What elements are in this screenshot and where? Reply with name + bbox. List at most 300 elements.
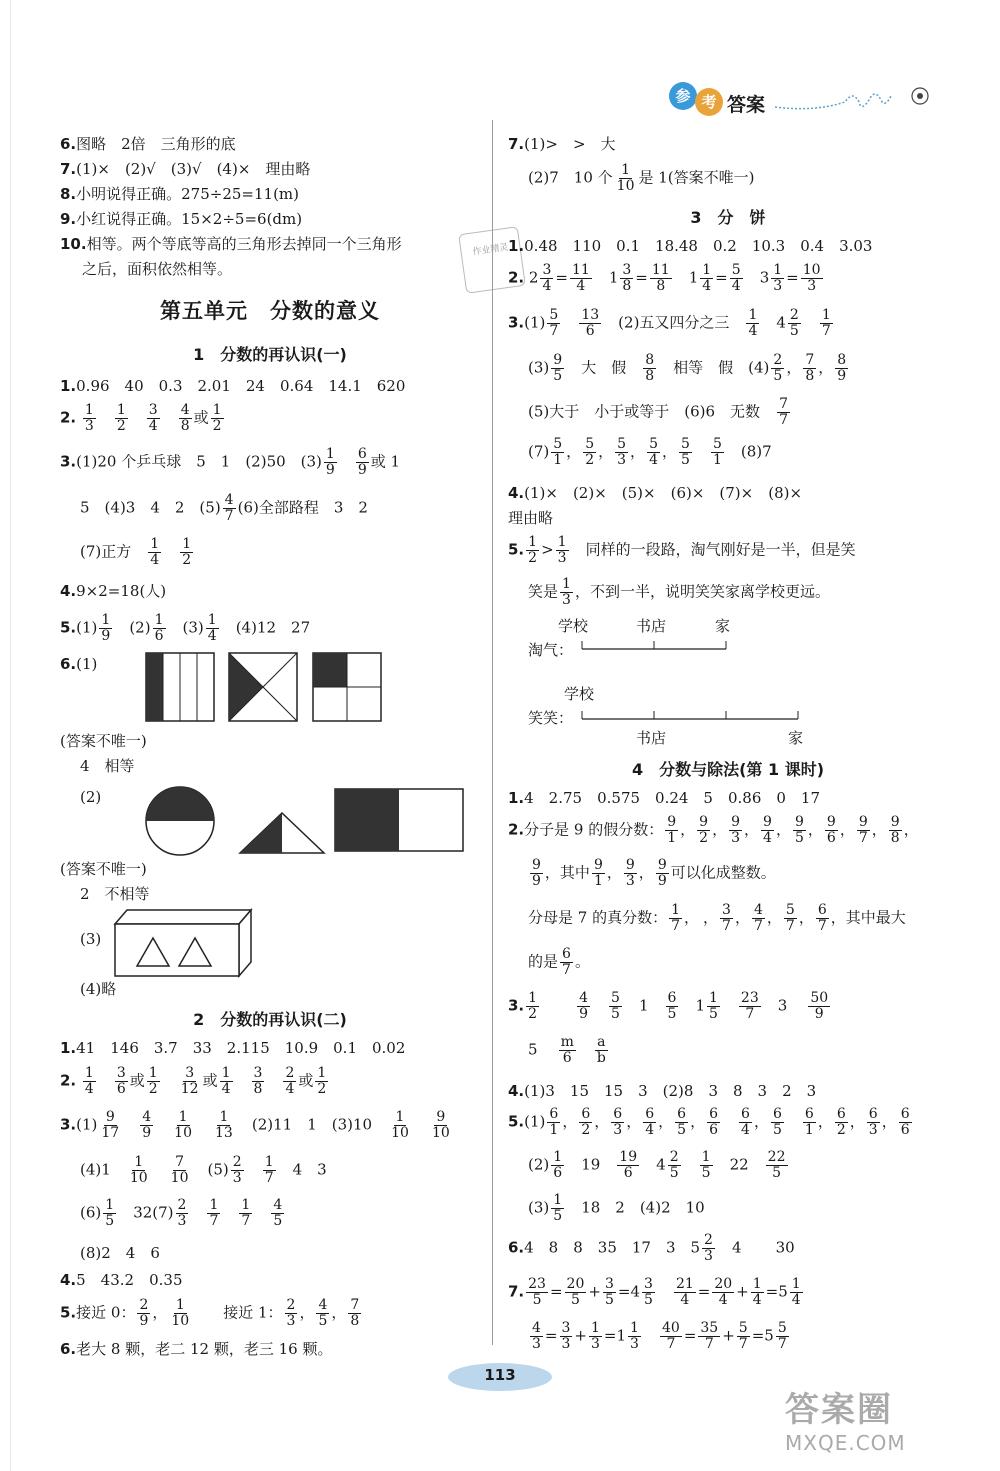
s3-q3-c: [528, 397, 792, 428]
denominator: 8: [890, 830, 900, 846]
numerator: 22: [767, 1149, 786, 1165]
denominator: 7: [777, 1336, 787, 1352]
answer-text: (5): [207, 1160, 229, 1179]
answer-text: 老大 8 颗，老二 12 颗，老三 16 颗。: [76, 1340, 333, 1358]
fraction: [790, 1277, 803, 1308]
numerator: 1: [621, 162, 631, 178]
numerator: 5: [777, 1320, 787, 1336]
numerator: 1: [591, 1320, 600, 1336]
s4-q7-b: [528, 1321, 791, 1352]
fraction: [615, 437, 628, 468]
answer-6: [60, 133, 236, 154]
answer-text: 小红说得正确。15×2÷5=6(dm): [76, 210, 303, 228]
route-label: 书店: [636, 729, 667, 747]
denominator: 2: [836, 1122, 846, 1138]
numerator: 1: [154, 612, 164, 628]
fraction: [176, 1198, 189, 1229]
answer-text: (1): [76, 618, 98, 637]
denominator: 3: [807, 278, 817, 294]
numerator: 3: [542, 262, 552, 278]
denominator: 12: [180, 1081, 199, 1097]
numerator: 2: [232, 1154, 242, 1170]
fraction: [643, 1107, 656, 1138]
numerator: 4: [273, 1197, 283, 1213]
numerator: 4: [579, 990, 589, 1006]
denominator: 7: [817, 918, 827, 934]
fraction: [147, 1066, 160, 1097]
answer-text: ，: [753, 1112, 769, 1131]
denominator: 3: [773, 278, 783, 294]
numerator: 5: [712, 436, 722, 452]
answer-text: ，: [594, 1112, 610, 1131]
fraction: [271, 1198, 284, 1229]
denominator: 4: [207, 628, 217, 644]
answer-text: 相等 假 (4): [673, 358, 770, 377]
answer-text: (1)3 15 15 3 (2)8 3 8 3 2 3: [524, 1082, 817, 1100]
denominator: 3: [630, 1336, 639, 1352]
answer-text: 9×2=18(人): [76, 582, 167, 600]
answer-text: 10.: [60, 235, 87, 253]
answer-text: ，不到一半，说明笑笑家离学校更远。: [574, 582, 830, 601]
square-division-figure: [145, 652, 385, 724]
fraction: [801, 263, 823, 294]
numerator: 5: [785, 902, 795, 918]
numerator: m: [560, 1034, 574, 1050]
denominator: 6: [709, 1122, 718, 1138]
fraction: [643, 353, 656, 384]
denominator: 9: [579, 1006, 589, 1022]
answer-text: 4: [731, 1238, 742, 1257]
answer-text: =: [683, 1326, 697, 1345]
answer-text: 4: [630, 1282, 640, 1301]
denominator: 10: [391, 1125, 409, 1141]
s3-q3: [508, 308, 835, 339]
denominator: 2: [528, 1006, 538, 1022]
header-badge-1: 参: [669, 82, 697, 110]
fraction: [592, 858, 605, 889]
s2-q1: [60, 1037, 405, 1058]
fraction: [315, 1066, 328, 1097]
numerator: 7: [805, 352, 815, 368]
answer-text: (1): [524, 313, 546, 332]
answer-text: 或: [193, 408, 209, 427]
numerator: 7: [175, 1154, 185, 1170]
section-2-title: 2 分数的再认识(二): [193, 1010, 347, 1029]
fraction: [679, 437, 692, 468]
answer-text: ，: [903, 820, 919, 839]
denominator: 7: [264, 1170, 274, 1186]
fraction: [700, 263, 713, 294]
numerator: 1: [748, 307, 758, 323]
fraction: [180, 537, 193, 568]
denominator: 7: [209, 1213, 219, 1229]
s1-p4: (4)略: [80, 980, 117, 998]
numerator: 40: [661, 1320, 680, 1336]
answer-text: (1)× (2)√ (3)√ (4)× 理由略: [76, 160, 311, 178]
answer-text: ，: [786, 358, 802, 377]
answer-text: 5.: [508, 1112, 525, 1131]
numerator: 50: [810, 990, 829, 1006]
answer-text: (7)正方: [80, 542, 132, 561]
answer-text: 3: [133, 1203, 143, 1222]
fraction: [784, 903, 797, 934]
s2-q3: [60, 1110, 454, 1141]
numerator: 4: [532, 1320, 541, 1336]
answer-text: 8.: [60, 185, 77, 203]
s1-q2: [60, 403, 226, 434]
fraction: [540, 263, 553, 294]
answer-text: 9.: [60, 210, 77, 228]
answer-text: 2.: [508, 820, 525, 839]
answer-text: 或: [129, 1071, 145, 1090]
fraction: [579, 1107, 592, 1138]
answer-text: (7): [528, 442, 550, 461]
s3-q1: [508, 235, 872, 256]
fraction: [835, 353, 848, 384]
fraction: [615, 163, 637, 194]
answer-text: 或 1: [370, 452, 401, 471]
numerator: 3: [253, 1065, 263, 1081]
answer-text: 2(7): [142, 1203, 174, 1222]
denominator: 1: [549, 1122, 559, 1138]
numerator: 9: [105, 1109, 115, 1125]
denominator: 5: [773, 368, 783, 384]
answer-text: 可以化成整数。: [670, 863, 776, 882]
numerator: 6: [549, 1106, 559, 1122]
denominator: 6: [826, 830, 836, 846]
denominator: 2: [212, 418, 222, 434]
fraction: [207, 1198, 220, 1229]
numerator: 5: [553, 436, 563, 452]
numerator: 4: [753, 902, 763, 918]
answer-text: 是 1(答案不唯一): [638, 168, 755, 187]
fraction: [147, 403, 160, 434]
numerator: 2: [773, 352, 783, 368]
fraction: [583, 437, 596, 468]
answer-text: (1)20 个乒乓球 5 1 (2)50 (3): [76, 452, 322, 471]
answer-text: 7.: [508, 135, 525, 153]
denominator: 2: [148, 1081, 158, 1097]
numerator: 11: [651, 262, 670, 278]
answer-text: (2): [129, 618, 151, 637]
denominator: 7: [738, 1336, 748, 1352]
answer-text: 接近 0：: [76, 1303, 136, 1322]
fraction: [589, 1321, 602, 1352]
numerator: 6: [772, 1106, 782, 1122]
numerator: 1: [207, 612, 217, 628]
answer-text: 同样的一段路，淘气刚好是一半，但是笑: [585, 540, 856, 559]
denominator: 9: [325, 462, 335, 478]
denominator: 7: [722, 918, 731, 934]
answer-text: ，: [734, 908, 750, 927]
denominator: 3: [613, 1122, 623, 1138]
answer-text: (1)× (2)× (5)× (6)× (7)× (8)×: [524, 484, 803, 502]
answer-text: (1): [76, 655, 98, 673]
fraction: [746, 308, 759, 339]
numerator: 6: [645, 1106, 655, 1122]
s1-q1: [60, 375, 405, 396]
header-swirl-icon: [655, 74, 945, 124]
fraction: [324, 447, 337, 478]
denominator: 3: [561, 1336, 571, 1352]
fraction: [611, 1107, 624, 1138]
fraction: [698, 1321, 720, 1352]
answer-text: ，: [766, 908, 782, 927]
numerator: 1: [317, 1065, 327, 1081]
fraction: [711, 437, 724, 468]
denominator: 5: [553, 1208, 563, 1224]
answer-text: 。: [574, 952, 590, 971]
denominator: 3: [704, 1248, 713, 1264]
s2-q2: [60, 1066, 330, 1097]
fraction: [547, 308, 560, 339]
denominator: 10: [170, 1170, 189, 1186]
answer-text: 3.: [508, 996, 525, 1015]
answer-text: (6)全部路程 3 2: [237, 498, 368, 517]
numerator: 1: [708, 990, 718, 1006]
fraction: [647, 437, 660, 468]
numerator: 1: [84, 1065, 94, 1081]
numerator: 1: [148, 1065, 158, 1081]
fraction: [707, 991, 720, 1022]
numerator: 8: [645, 352, 655, 368]
route-diagram: [508, 615, 808, 765]
denominator: 4: [285, 1081, 295, 1097]
fraction: [803, 353, 816, 384]
denominator: 3: [84, 418, 94, 434]
answer-text: 5: [528, 1040, 538, 1059]
answer-text: 或: [202, 1071, 218, 1090]
answer-text: 3: [759, 268, 770, 287]
fraction: [771, 263, 784, 294]
denominator: 3: [562, 592, 571, 608]
answer-text: 1: [616, 1326, 627, 1345]
denominator: 2: [116, 418, 126, 434]
answer-text: ，: [630, 442, 646, 461]
numerator: 9: [858, 814, 868, 830]
s4-q5-b: [528, 1150, 790, 1181]
answer-text: 4.: [508, 484, 525, 502]
route-label: 家: [715, 617, 731, 635]
answer-text: =: [751, 1326, 765, 1345]
answer-text: 3.: [60, 1115, 77, 1134]
denominator: 7: [224, 508, 234, 524]
route-label: 学校: [564, 685, 595, 703]
denominator: 3: [591, 1336, 600, 1352]
answer-text: 接近 1：: [223, 1303, 283, 1322]
fraction: [766, 1150, 788, 1181]
denominator: 1: [667, 830, 677, 846]
fraction: [761, 815, 774, 846]
r-q7: [508, 133, 616, 154]
numerator: 2: [669, 1149, 679, 1165]
answer-text: 1.: [508, 789, 525, 807]
fraction: [642, 1277, 655, 1308]
denominator: 4: [763, 830, 772, 846]
answer-text: (1): [76, 1115, 98, 1134]
numerator: 1: [212, 402, 222, 418]
cuboid-figure: [113, 908, 255, 980]
fraction: [620, 263, 633, 294]
fraction: [816, 903, 829, 934]
s4-q3-b: [528, 1035, 610, 1066]
fraction: [206, 613, 219, 644]
answer-text: +: [736, 1282, 749, 1301]
answer-text: 5 43.2 0.35: [76, 1271, 183, 1289]
header-title: 答案: [727, 94, 766, 116]
fraction: [751, 1277, 764, 1308]
fraction: [702, 1233, 715, 1264]
denominator: 7: [858, 830, 868, 846]
numerator: 5: [617, 436, 627, 452]
s4-q5-c: [528, 1193, 705, 1224]
numerator: 6: [709, 1106, 718, 1122]
answer-text: 2: [528, 268, 539, 287]
s3-q4-b: 理由略: [508, 509, 554, 527]
answer-text: ，: [775, 820, 791, 839]
numerator: 2: [285, 1065, 295, 1081]
answer-text: =: [635, 268, 648, 287]
answer-text: ，: [703, 908, 719, 927]
numerator: 1: [702, 262, 712, 278]
denominator: 6: [585, 323, 595, 339]
s4-q2-d: [528, 947, 590, 978]
fraction: [530, 1321, 543, 1352]
numerator: 5: [731, 262, 741, 278]
denominator: 5: [644, 1292, 653, 1308]
denominator: 8: [253, 1081, 263, 1097]
answer-text: 5: [764, 1326, 774, 1345]
denominator: 7: [549, 323, 559, 339]
fraction: [730, 263, 743, 294]
numerator: 4: [318, 1297, 328, 1313]
answer-text: =: [617, 1282, 631, 1301]
answer-text: 1: [695, 996, 705, 1015]
numerator: 4: [180, 402, 190, 418]
fraction: [697, 815, 710, 846]
numerator: 3: [722, 902, 731, 918]
denominator: 4: [645, 1122, 655, 1138]
numerator: 1: [241, 1197, 251, 1213]
denominator: 5: [571, 1292, 580, 1308]
fraction: [556, 535, 569, 566]
denominator: 4: [150, 552, 160, 568]
numerator: 3: [622, 262, 632, 278]
denominator: 3: [625, 873, 635, 889]
numerator: 6: [357, 446, 367, 462]
answer-text: (3): [528, 358, 550, 377]
answer-text: ，: [798, 908, 814, 927]
numerator: 1: [553, 1149, 563, 1165]
answer-text: 1.: [60, 1039, 77, 1057]
answer-text: ，: [152, 1303, 168, 1322]
numerator: 1: [557, 534, 567, 550]
fraction: [172, 1110, 194, 1141]
denominator: 7: [704, 1336, 714, 1352]
numerator: 1: [325, 446, 335, 462]
numerator: 9: [731, 814, 741, 830]
header-badge-2: 考: [695, 88, 723, 116]
answer-text: =: [765, 1282, 779, 1301]
answer-text: ，: [658, 1112, 674, 1131]
answer-text: (8)7: [740, 442, 772, 461]
answer-header: [655, 74, 945, 124]
s3-q2: [508, 263, 825, 294]
numerator: 1: [101, 612, 111, 628]
answer-text: 1.: [60, 377, 77, 395]
answer-text: 分母是 7 的真分数：: [528, 908, 668, 927]
section-1-title: 1 分数的再认识(一): [193, 345, 347, 364]
denominator: 9: [657, 873, 667, 889]
answer-text: 图略 2倍 三角形的底: [76, 135, 236, 153]
fraction: [628, 1321, 641, 1352]
s3-q5-b: [528, 577, 830, 608]
denominator: 2: [182, 552, 192, 568]
answer-7: [60, 158, 310, 179]
answer-text: 5.: [60, 618, 77, 637]
fraction: [551, 1193, 564, 1224]
fraction: [530, 858, 543, 889]
numerator: 1: [562, 576, 571, 592]
answer-text: 7.: [60, 160, 77, 178]
s4-q2: [508, 815, 919, 846]
answer-text: 小明说得正确。275÷25=11(m): [76, 185, 300, 203]
numerator: 19: [619, 1149, 638, 1165]
s4-q4: [508, 1080, 816, 1101]
fraction: [285, 1298, 298, 1329]
s1-p2: (2): [80, 788, 102, 806]
answer-text: 4.: [60, 582, 77, 600]
fraction: [356, 447, 369, 478]
fraction: [560, 947, 573, 978]
fraction: [213, 1110, 235, 1141]
scan-edge: [10, 0, 11, 1471]
numerator: 1: [630, 1320, 639, 1336]
numerator: 1: [221, 1065, 231, 1081]
answer-text: (3): [528, 1198, 550, 1217]
fraction: [526, 991, 539, 1022]
answer-text: 5.: [508, 540, 525, 559]
section-3-title: 3 分 饼: [690, 208, 766, 227]
numerator: 1: [528, 990, 538, 1006]
denominator: 7: [779, 412, 788, 428]
fraction: [169, 1155, 191, 1186]
denominator: 4: [702, 278, 712, 294]
fraction: [103, 1198, 116, 1229]
numerator: 23: [740, 990, 759, 1006]
numerator: 20: [714, 1276, 733, 1292]
s3-q5: [508, 535, 856, 566]
numerator: 2: [177, 1197, 187, 1213]
denominator: 4: [542, 278, 552, 294]
fraction: [665, 815, 678, 846]
fraction: [609, 991, 622, 1022]
denominator: 7: [666, 1336, 676, 1352]
denominator: 9: [101, 628, 111, 644]
answer-9: [60, 208, 302, 229]
answer-text: 4 3: [292, 1160, 327, 1179]
numerator: 6: [836, 1106, 846, 1122]
denominator: 5: [772, 1165, 782, 1181]
numerator: 2: [704, 1232, 713, 1248]
s1-note1: (答案不唯一): [60, 732, 147, 750]
fraction: [674, 1277, 696, 1308]
fraction: [560, 577, 573, 608]
numerator: 1: [105, 1197, 115, 1213]
numerator: 9: [436, 1109, 446, 1125]
fraction: [263, 1155, 276, 1186]
fraction: [169, 1298, 191, 1329]
